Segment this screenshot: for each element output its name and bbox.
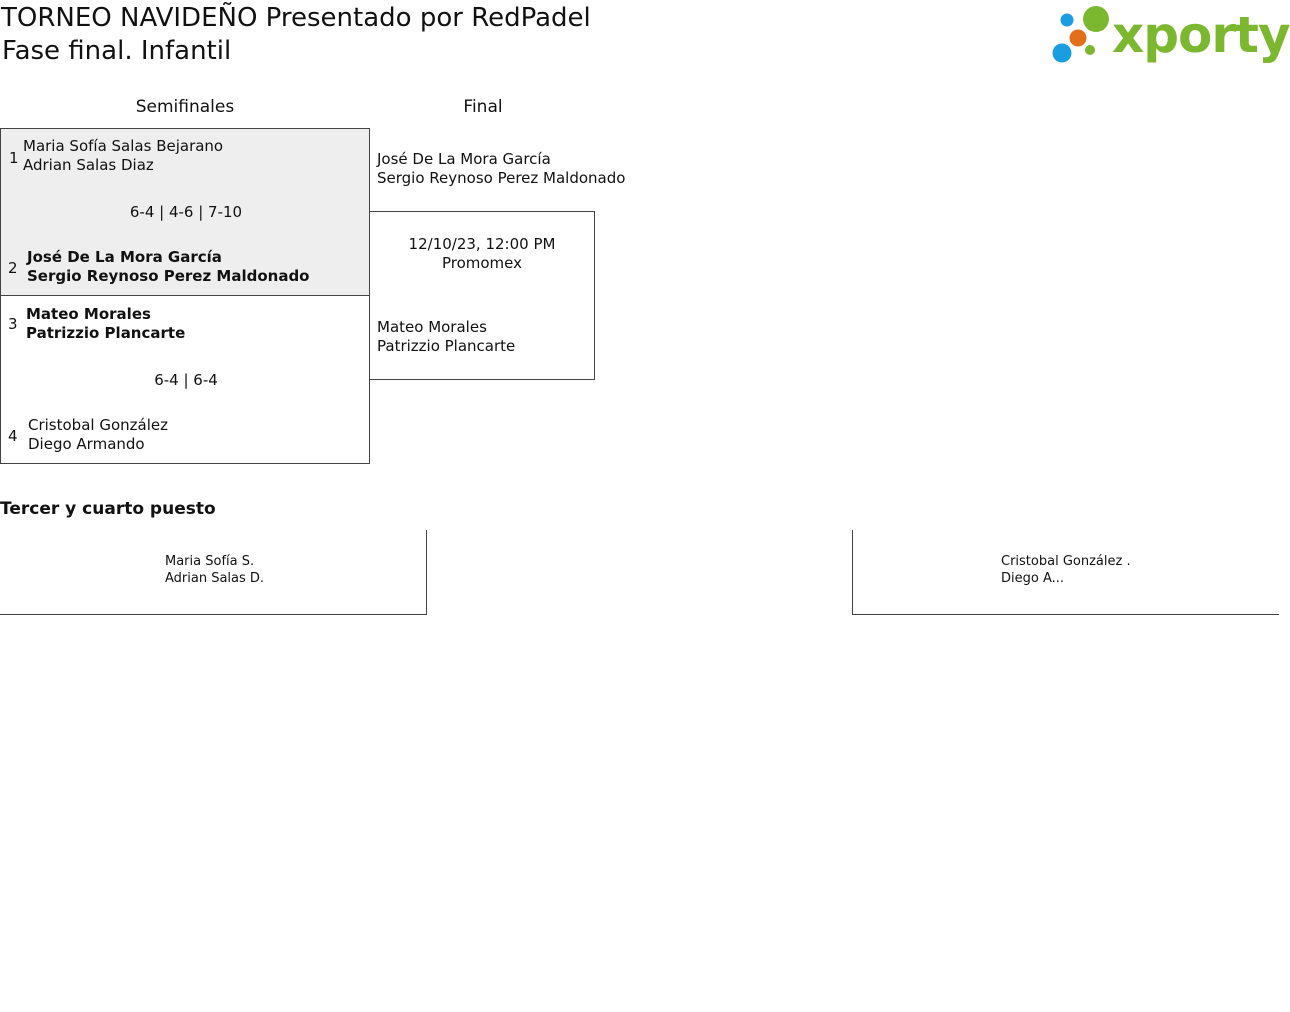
player-name: Maria Sofía Salas Bejarano	[23, 137, 224, 155]
player-name: Diego Armando	[28, 435, 145, 453]
player-name: Diego A...	[1001, 571, 1065, 586]
semifinal-match-1[interactable]	[0, 128, 370, 296]
seed-number: 4	[8, 427, 18, 445]
xporty-logo-text: xporty	[1112, 6, 1290, 64]
final-player-name: Patrizzio Plancarte	[377, 337, 516, 355]
player-name-winner: Mateo Morales	[26, 305, 151, 323]
player-name: Maria Sofía S.	[165, 554, 255, 569]
third-place-slot-right[interactable]	[852, 530, 1279, 615]
seed-number: 2	[8, 259, 18, 277]
player-name: Cristobal González	[28, 416, 168, 434]
third-place-header: Tercer y cuarto puesto	[0, 499, 216, 519]
match-datetime: 12/10/23, 12:00 PM	[408, 235, 556, 253]
seed-number: 3	[8, 315, 18, 333]
seed-number: 1	[9, 149, 19, 167]
final-player-name: Sergio Reynoso Perez Maldonado	[377, 169, 626, 187]
match-score: 6-4 | 4-6 | 7-10	[129, 203, 243, 221]
final-match[interactable]	[369, 211, 595, 380]
xporty-logo[interactable]	[1050, 4, 1290, 66]
third-place-slot-left[interactable]	[0, 530, 427, 615]
player-name-winner: José De La Mora García	[27, 248, 222, 266]
page-subtitle: Fase final. Infantil	[2, 36, 232, 66]
final-header: Final	[463, 97, 503, 117]
match-venue: Promomex	[441, 254, 523, 272]
player-name: Adrian Salas D.	[165, 571, 265, 586]
semifinal-match-2[interactable]	[0, 295, 370, 464]
final-player-name: Mateo Morales	[377, 318, 487, 336]
player-name-winner: Patrizzio Plancarte	[26, 324, 186, 342]
player-name: Adrian Salas Diaz	[23, 156, 154, 174]
player-name-winner: Sergio Reynoso Perez Maldonado	[27, 267, 310, 285]
player-name: Cristobal González .	[1001, 554, 1131, 569]
match-score: 6-4 | 6-4	[154, 371, 218, 389]
final-player-name: José De La Mora García	[377, 150, 551, 168]
semifinals-header: Semifinales	[135, 97, 235, 117]
page-title: TORNEO NAVIDEÑO Presentado por RedPadel	[1, 3, 591, 33]
